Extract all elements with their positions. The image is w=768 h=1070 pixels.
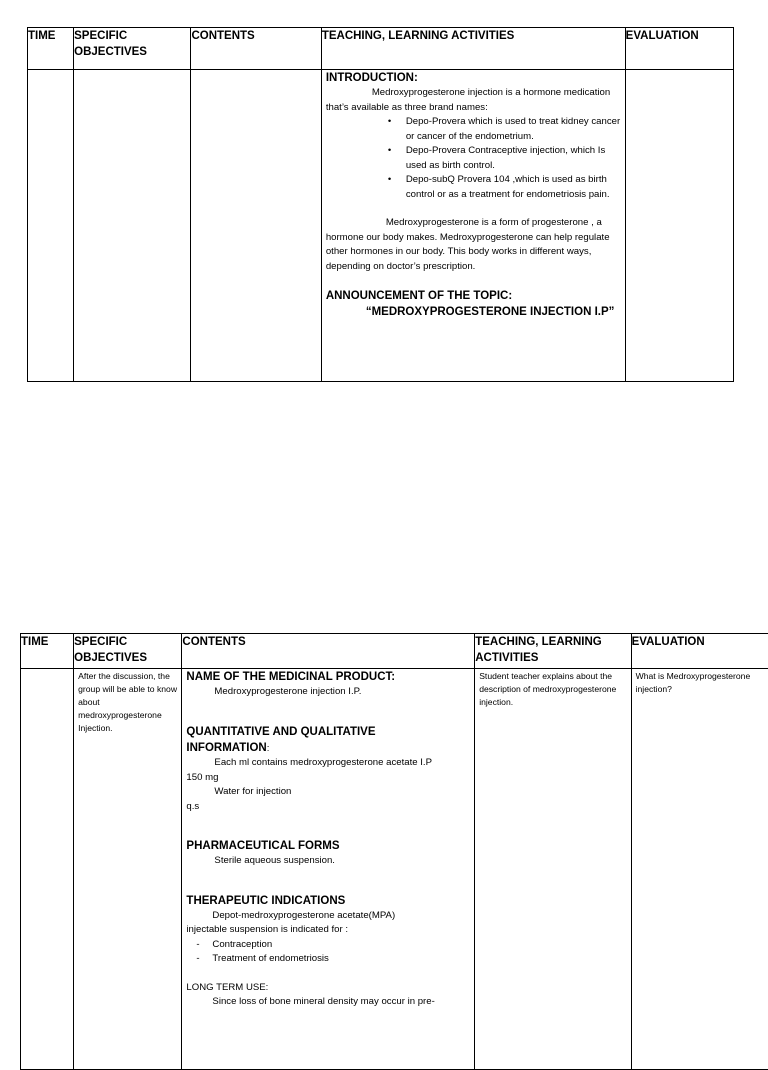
objective-text: After the discussion, the group will be able to know about medroxyprogesterone Injection.	[74, 669, 181, 735]
indications-list	[186, 938, 470, 967]
header-specific-objectives: SPECIFIC OBJECTIVES	[74, 28, 191, 70]
introduction-heading: INTRODUCTION:	[326, 70, 621, 86]
objectives-cell	[74, 669, 182, 1070]
lesson-plan-table-1	[27, 27, 734, 382]
teaching-cell	[475, 669, 631, 1070]
topic-title: “MEDROXYPROGESTERONE INJECTION I.P”	[326, 304, 621, 320]
contents-section	[182, 669, 474, 1010]
name-value: Medroxyprogesterone injection I.P.	[186, 685, 470, 700]
brand-item: • Depo-Provera which is used to treat kidney cancer or cancer of the endometrium.	[406, 115, 621, 144]
indications-line2: injectable suspension is indicated for :	[186, 923, 470, 938]
announcement-heading: ANNOUNCEMENT OF THE TOPIC:	[326, 288, 621, 304]
lesson-plan-table-2	[20, 633, 768, 1070]
qq-line3: Water for injection	[186, 785, 470, 800]
table-header-row	[28, 28, 734, 70]
header-time: TIME	[28, 28, 74, 70]
header-evaluation: EVALUATION	[625, 28, 733, 70]
brand-list	[326, 115, 621, 202]
teaching-cell	[321, 70, 625, 382]
table-row	[28, 70, 734, 382]
brand-item: • Depo-Provera Contraceptive injection, which Is used as birth control.	[406, 144, 621, 173]
table-header-row	[21, 634, 768, 669]
header-teaching-learning-activities: TEACHING, LEARNING ACTIVITIES	[321, 28, 625, 70]
evaluation-cell	[631, 669, 768, 1070]
introduction-section	[322, 70, 625, 320]
qq-heading-colon: :	[267, 743, 270, 754]
evaluation-cell	[625, 70, 733, 382]
header-teaching-learning-activities: TEACHING, LEARNING ACTIVITIES	[475, 634, 631, 669]
forms-heading: PHARMACEUTICAL FORMS	[186, 838, 470, 854]
header-evaluation: EVALUATION	[631, 634, 768, 669]
indication-item: - Treatment of endometriosis	[212, 952, 470, 967]
indication-item: - Contraception	[212, 938, 470, 953]
long-term-line: Since loss of bone mineral density may occur in pre-	[186, 995, 470, 1010]
teaching-text: Student teacher explains about the description of medroxyprogesterone injection.	[475, 669, 630, 709]
forms-value: Sterile aqueous suspension.	[186, 854, 470, 869]
header-time: TIME	[21, 634, 74, 669]
header-specific-objectives: SPECIFIC OBJECTIVES	[74, 634, 182, 669]
contents-cell	[182, 669, 475, 1070]
header-contents: CONTENTS	[182, 634, 475, 669]
evaluation-text: What is Medroxyprogesterone injection?	[632, 669, 768, 696]
indications-heading: THERAPEUTIC INDICATIONS	[186, 893, 470, 909]
brand-item: • Depo-subQ Provera 104 ,which is used as birth control or as a treatment for endometriosis pain.	[406, 173, 621, 202]
time-cell	[21, 669, 74, 1070]
qq-heading-info: INFORMATION	[186, 742, 266, 754]
time-cell	[28, 70, 74, 382]
qq-line4: q.s	[186, 800, 470, 815]
indications-line1: Depot-medroxyprogesterone acetate(MPA)	[186, 909, 470, 924]
objectives-cell	[74, 70, 191, 382]
long-term-heading: LONG TERM USE:	[186, 981, 470, 996]
introduction-paragraph: Medroxyprogesterone is a form of progesterone , a hormone our body makes. Medroxyprogesterone can help regulate other hormones in our body. This body works in different ways, depending on doctor’s prescription.	[326, 216, 621, 274]
introduction-lead: Medroxyprogesterone injection is a hormone medication that’s available as three brand names:	[326, 86, 621, 115]
header-contents: CONTENTS	[191, 28, 321, 70]
contents-cell	[191, 70, 321, 382]
name-heading: NAME OF THE MEDICINAL PRODUCT:	[186, 669, 470, 685]
qq-line1: Each ml contains medroxyprogesterone acetate I.P	[186, 756, 470, 771]
table-row	[21, 669, 768, 1070]
qq-line2: 150 mg	[186, 771, 470, 786]
qq-heading-line2	[186, 740, 470, 757]
qq-heading-line1: QUANTITATIVE AND QUALITATIVE	[186, 724, 470, 740]
